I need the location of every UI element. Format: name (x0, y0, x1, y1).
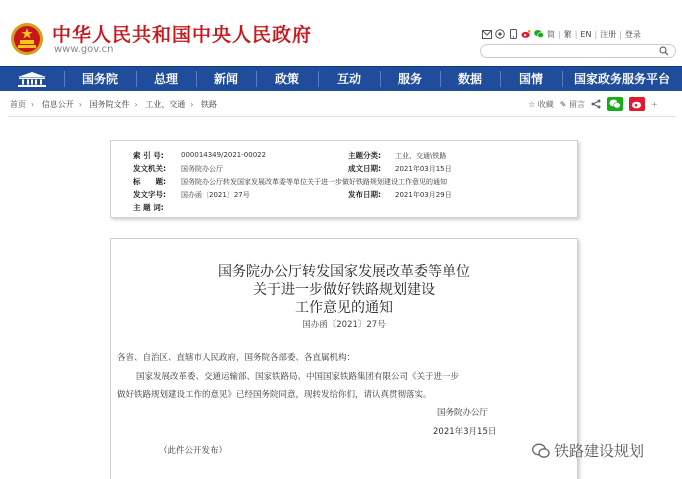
body-line-2: 做好铁路规划建设工作的意见》已经国务院同意，现转发给你们，请认真贯彻落实。 (117, 390, 432, 400)
comment-button[interactable]: ✎ 留言 (559, 99, 585, 109)
site-title[interactable]: 中华人民共和国中央人民政府 (52, 24, 313, 46)
issuer-value: 国务院办公厅 (181, 165, 223, 173)
chevron-right-icon: › (31, 100, 35, 109)
chevron-right-icon: › (190, 100, 194, 109)
divider (8, 116, 676, 117)
pencil-icon: ✎ (559, 99, 567, 109)
nav-home[interactable] (0, 67, 64, 91)
wechat-icon[interactable] (534, 29, 544, 39)
nav-item-interaction[interactable]: 互动 (336, 72, 361, 86)
nav-item-news[interactable]: 新闻 (213, 72, 238, 86)
nav-item-policy[interactable]: 政策 (274, 72, 299, 86)
favorite-button[interactable]: ☆ 收藏 (528, 99, 554, 109)
national-emblem-icon[interactable] (10, 22, 44, 56)
separator: | (558, 29, 561, 39)
lang-traditional-link[interactable]: 繁 (563, 29, 572, 39)
share-toolbar (528, 96, 658, 112)
breadcrumb-railway[interactable]: 铁路 (201, 100, 217, 109)
published-date-value: 2021年03月29日 (395, 191, 452, 199)
published-date-label: 发布日期: (348, 190, 381, 199)
publication-note: （此件公开发布） (159, 446, 228, 456)
document-title-line-1: 国务院办公厅转发国家发展改革委等单位 (218, 264, 470, 280)
nav-item-data[interactable]: 数据 (457, 72, 482, 86)
index-label: 索 引 号: (133, 151, 164, 160)
weibo-icon (631, 99, 643, 109)
breadcrumb (10, 99, 217, 110)
breadcrumb-state-council-docs[interactable]: 国务院文件 (89, 100, 130, 109)
salutation: 各省、自治区、直辖市人民政府，国务院各部委、各直属机构： (117, 353, 356, 363)
document-title-line-2: 关于进一步做好铁路规划建设 (253, 282, 435, 298)
search-input[interactable] (480, 44, 676, 58)
wechat-icon (609, 99, 621, 109)
index-value: 000014349/2021-00022 (181, 151, 267, 159)
register-link[interactable]: 注册 (600, 29, 617, 39)
mail-icon[interactable] (482, 29, 492, 39)
title-label: 标 题: (133, 177, 166, 186)
issuer-label: 发文机关: (133, 164, 166, 173)
title-value: 国务院办公厅转发国家发展改革委等单位关于进一步做好铁路规划建设工作意见的通知 (181, 178, 447, 186)
nav-item-services[interactable]: 服务 (397, 72, 422, 86)
search-icon[interactable] (659, 46, 669, 56)
main-nav (0, 66, 682, 91)
lang-english-link[interactable]: EN (580, 29, 592, 39)
more-plus-icon[interactable]: + (650, 99, 658, 109)
home-building-icon[interactable] (15, 71, 49, 87)
chevron-right-icon: › (134, 100, 138, 109)
doc-number-value: 国办函〔2021〕27号 (181, 191, 250, 199)
nav-item-gov-service-platform[interactable]: 国家政务服务平台 (573, 72, 670, 86)
separator: | (619, 29, 622, 39)
separator: | (574, 29, 578, 39)
login-link[interactable]: 登录 (624, 29, 641, 39)
written-date-value: 2021年03月15日 (395, 165, 452, 173)
written-date-label: 成文日期: (348, 164, 381, 173)
wechat-share-button[interactable] (607, 97, 623, 111)
watermark-text: 铁路建设规划 (554, 442, 645, 460)
nav-item-national-info[interactable]: 国情 (518, 72, 543, 86)
body-line-1: 国家发展改革委、交通运输部、国家铁路局、中国国家铁路集团有限公司《关于进一步 (136, 372, 460, 382)
separator: | (594, 29, 598, 39)
signature: 国务院办公厅 (437, 408, 489, 418)
keywords-label: 主 题 词: (133, 203, 164, 212)
doc-number-label: 发文字号: (133, 190, 166, 199)
lang-simplified-link[interactable]: 简 (547, 29, 555, 39)
breadcrumb-home[interactable]: 首页 (10, 100, 26, 109)
topic-value: 工业、交通\铁路 (395, 152, 447, 160)
share-icon[interactable] (591, 99, 601, 109)
chevron-right-icon: › (78, 100, 82, 109)
topic-label: 主题分类: (348, 151, 381, 160)
document-title-line-3: 工作意见的通知 (295, 300, 393, 316)
wechat-logo-icon (532, 443, 550, 459)
document-number: 国办函〔2021〕27号 (302, 320, 386, 330)
site-header (0, 0, 682, 66)
wechat-watermark (532, 440, 644, 461)
weibo-icon[interactable] (521, 29, 531, 39)
site-url[interactable]: www.gov.cn (54, 44, 114, 55)
mobile-icon[interactable] (508, 29, 518, 39)
document-date: 2021年3月15日 (433, 427, 497, 437)
breadcrumb-industry-transport[interactable]: 工业、交通 (145, 100, 186, 109)
header-tools (482, 28, 641, 40)
star-icon: ☆ (528, 99, 536, 109)
weibo-circle-icon[interactable] (495, 29, 505, 39)
document-metadata (110, 140, 578, 218)
breadcrumb-info-public[interactable]: 信息公开 (41, 100, 74, 109)
nav-item-state-council[interactable]: 国务院 (81, 72, 118, 86)
document-content (110, 238, 578, 479)
nav-item-premier[interactable]: 总理 (153, 72, 178, 86)
weibo-share-button[interactable] (629, 97, 645, 111)
